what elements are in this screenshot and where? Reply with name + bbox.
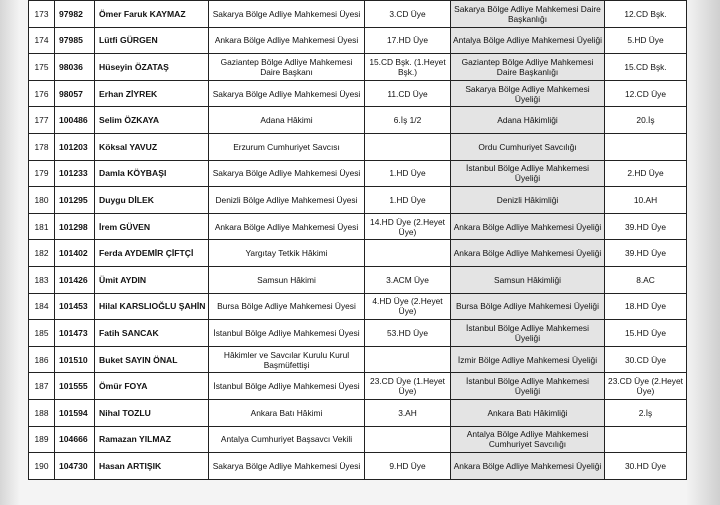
new-chamber: 39.HD Üye bbox=[605, 240, 687, 267]
registry-number: 101453 bbox=[55, 293, 95, 320]
surname: ÖZATAŞ bbox=[134, 61, 169, 72]
table-body bbox=[29, 1, 687, 480]
new-chamber: 18.HD Üye bbox=[605, 293, 687, 320]
registry-number: 101233 bbox=[55, 160, 95, 187]
surname: ÖZKAYA bbox=[124, 115, 160, 126]
person-name bbox=[95, 133, 209, 160]
first-name: Ramazan bbox=[99, 434, 137, 445]
first-name: Nihal bbox=[99, 407, 121, 418]
table-row bbox=[29, 213, 687, 240]
new-chamber: 15.CD Bşk. bbox=[605, 54, 687, 81]
surname: YAVUZ bbox=[129, 141, 158, 152]
previous-position: Erzurum Cumhuriyet Savcısı bbox=[209, 133, 365, 160]
new-position: Ankara Bölge Adliye Mahkemesi Üyeliği bbox=[451, 240, 605, 267]
person-name bbox=[95, 293, 209, 320]
row-number: 177 bbox=[29, 107, 55, 134]
previous-position: Yargıtay Tetkik Hâkimi bbox=[209, 240, 365, 267]
new-chamber: 2.İş bbox=[605, 399, 687, 426]
row-number: 178 bbox=[29, 133, 55, 160]
person-name bbox=[95, 54, 209, 81]
previous-chamber: 3.AH bbox=[365, 399, 451, 426]
row-number: 186 bbox=[29, 346, 55, 373]
new-position: İstanbul Bölge Adliye Mahkemesi Üyeliği bbox=[451, 373, 605, 400]
row-number: 187 bbox=[29, 373, 55, 400]
registry-number: 98057 bbox=[55, 80, 95, 107]
new-position: Sakarya Bölge Adliye Mahkemesi Üyeliği bbox=[451, 80, 605, 107]
person-name bbox=[95, 346, 209, 373]
surname: AYDIN bbox=[120, 274, 147, 285]
new-chamber: 30.HD Üye bbox=[605, 453, 687, 480]
person-name bbox=[95, 240, 209, 267]
registry-number: 101594 bbox=[55, 399, 95, 426]
new-chamber: 2.HD Üye bbox=[605, 160, 687, 187]
first-name: Hasan bbox=[99, 460, 125, 471]
previous-chamber: 11.CD Üye bbox=[365, 80, 451, 107]
new-chamber bbox=[605, 426, 687, 453]
previous-chamber: 3.CD Üye bbox=[365, 1, 451, 28]
person-name bbox=[95, 213, 209, 240]
surname: KÖYBAŞI bbox=[127, 168, 167, 179]
registry-number: 100486 bbox=[55, 107, 95, 134]
person-name bbox=[95, 160, 209, 187]
table-row bbox=[29, 54, 687, 81]
new-chamber: 39.HD Üye bbox=[605, 213, 687, 240]
previous-position: Denizli Bölge Adliye Mahkemesi Üyesi bbox=[209, 187, 365, 214]
new-chamber: 10.AH bbox=[605, 187, 687, 214]
first-name: Hüseyin bbox=[99, 61, 133, 72]
previous-chamber bbox=[365, 426, 451, 453]
new-chamber: 30.CD Üye bbox=[605, 346, 687, 373]
surname: TOZLU bbox=[122, 407, 151, 418]
previous-position: Bursa Bölge Adliye Mahkemesi Üyesi bbox=[209, 293, 365, 320]
new-position: Bursa Bölge Adliye Mahkemesi Üyeliği bbox=[451, 293, 605, 320]
row-number: 190 bbox=[29, 453, 55, 480]
new-position: Ordu Cumhuriyet Savcılığı bbox=[451, 133, 605, 160]
person-name bbox=[95, 373, 209, 400]
new-position: Adana Hâkimliği bbox=[451, 107, 605, 134]
surname: DİLEK bbox=[128, 194, 154, 205]
person-name bbox=[95, 107, 209, 134]
registry-number: 98036 bbox=[55, 54, 95, 81]
surname: ZİYREK bbox=[125, 88, 158, 99]
table-row bbox=[29, 107, 687, 134]
new-position: Antalya Bölge Adliye Mahkemesi Üyeliği bbox=[451, 27, 605, 54]
previous-chamber: 14.HD Üye (2.Heyet Üye) bbox=[365, 213, 451, 240]
surname: YILMAZ bbox=[138, 434, 171, 445]
row-number: 173 bbox=[29, 1, 55, 28]
previous-position: Sakarya Bölge Adliye Mahkemesi Üyesi bbox=[209, 453, 365, 480]
row-number: 189 bbox=[29, 426, 55, 453]
previous-chamber: 53.HD Üye bbox=[365, 320, 451, 347]
new-chamber: 23.CD Üye (2.Heyet Üye) bbox=[605, 373, 687, 400]
new-position: Antalya Bölge Adliye Mahkemesi Cumhuriyet Savcılığı bbox=[451, 426, 605, 453]
first-name: Erhan bbox=[99, 88, 124, 99]
registry-number: 101555 bbox=[55, 373, 95, 400]
table-row bbox=[29, 346, 687, 373]
row-number: 174 bbox=[29, 27, 55, 54]
row-number: 184 bbox=[29, 293, 55, 320]
surname: GÜVEN bbox=[119, 221, 151, 232]
registry-number: 101203 bbox=[55, 133, 95, 160]
previous-chamber: 17.HD Üye bbox=[365, 27, 451, 54]
previous-position: Samsun Hâkimi bbox=[209, 266, 365, 293]
new-chamber: 12.CD Bşk. bbox=[605, 1, 687, 28]
person-name bbox=[95, 320, 209, 347]
previous-chamber: 3.ACM Üye bbox=[365, 266, 451, 293]
previous-chamber: 15.CD Bşk. (1.Heyet Bşk.) bbox=[365, 54, 451, 81]
table-row bbox=[29, 320, 687, 347]
surname: ARTIŞIK bbox=[126, 460, 162, 471]
table-row bbox=[29, 399, 687, 426]
registry-number: 104666 bbox=[55, 426, 95, 453]
new-chamber: 5.HD Üye bbox=[605, 27, 687, 54]
new-position: Ankara Batı Hâkimliği bbox=[451, 399, 605, 426]
previous-position: Gaziantep Bölge Adliye Mahkemesi Daire Başkanı bbox=[209, 54, 365, 81]
previous-position: Sakarya Bölge Adliye Mahkemesi Üyesi bbox=[209, 1, 365, 28]
first-name: Köksal bbox=[99, 141, 128, 152]
new-chamber: 20.İş bbox=[605, 107, 687, 134]
first-name: Selim bbox=[99, 115, 122, 126]
new-chamber: 12.CD Üye bbox=[605, 80, 687, 107]
new-position: Ankara Bölge Adliye Mahkemesi Üyeliği bbox=[451, 213, 605, 240]
person-name bbox=[95, 27, 209, 54]
previous-position: Antalya Cumhuriyet Başsavcı Vekili bbox=[209, 426, 365, 453]
person-name bbox=[95, 80, 209, 107]
table-row bbox=[29, 80, 687, 107]
person-name bbox=[95, 266, 209, 293]
registry-number: 101298 bbox=[55, 213, 95, 240]
row-number: 175 bbox=[29, 54, 55, 81]
table-row bbox=[29, 27, 687, 54]
registry-number: 101426 bbox=[55, 266, 95, 293]
previous-position: Hâkimler ve Savcılar Kurulu Kurul Başmüfettişi bbox=[209, 346, 365, 373]
new-position: Gaziantep Bölge Adliye Mahkemesi Daire Başkanlığı bbox=[451, 54, 605, 81]
previous-position: İstanbul Bölge Adliye Mahkemesi Üyesi bbox=[209, 373, 365, 400]
previous-chamber: 9.HD Üye bbox=[365, 453, 451, 480]
table-row bbox=[29, 160, 687, 187]
person-name bbox=[95, 426, 209, 453]
first-name: Damla bbox=[99, 168, 125, 179]
new-position: Samsun Hâkimliği bbox=[451, 266, 605, 293]
previous-chamber: 23.CD Üye (1.Heyet Üye) bbox=[365, 373, 451, 400]
registry-number: 101402 bbox=[55, 240, 95, 267]
first-name: Ferda bbox=[99, 248, 123, 259]
previous-position: Ankara Batı Hâkimi bbox=[209, 399, 365, 426]
surname: KARSLIOĞLU ŞAHİN bbox=[119, 301, 206, 312]
row-number: 176 bbox=[29, 80, 55, 107]
previous-chamber: 1.HD Üye bbox=[365, 160, 451, 187]
table-row bbox=[29, 453, 687, 480]
appointment-table bbox=[28, 0, 687, 480]
table-row bbox=[29, 266, 687, 293]
new-position: İstanbul Bölge Adliye Mahkemesi Üyeliği bbox=[451, 160, 605, 187]
table-row bbox=[29, 373, 687, 400]
page-edge-shadow-right bbox=[686, 0, 720, 505]
previous-position: Adana Hâkimi bbox=[209, 107, 365, 134]
surname: AYDEMİR ÇİFTÇİ bbox=[124, 248, 194, 259]
registry-number: 104730 bbox=[55, 453, 95, 480]
first-name: Duygu bbox=[99, 194, 126, 205]
person-name bbox=[95, 453, 209, 480]
first-name: Buket bbox=[99, 354, 123, 365]
previous-chamber: 4.HD Üye (2.Heyet Üye) bbox=[365, 293, 451, 320]
table-row bbox=[29, 187, 687, 214]
previous-position: Sakarya Bölge Adliye Mahkemesi Üyesi bbox=[209, 160, 365, 187]
first-name: Ümit bbox=[99, 274, 119, 285]
first-name: Hilal bbox=[99, 301, 118, 312]
previous-position: Sakarya Bölge Adliye Mahkemesi Üyesi bbox=[209, 80, 365, 107]
new-position: Ankara Bölge Adliye Mahkemesi Üyeliği bbox=[451, 453, 605, 480]
new-chamber: 15.HD Üye bbox=[605, 320, 687, 347]
row-number: 182 bbox=[29, 240, 55, 267]
person-name bbox=[95, 399, 209, 426]
table-row bbox=[29, 133, 687, 160]
surname: SANCAK bbox=[121, 327, 159, 338]
person-name bbox=[95, 1, 209, 28]
registry-number: 101473 bbox=[55, 320, 95, 347]
row-number: 185 bbox=[29, 320, 55, 347]
surname: KAYMAZ bbox=[149, 8, 186, 19]
person-name bbox=[95, 187, 209, 214]
page-edge-shadow-left bbox=[0, 0, 20, 505]
previous-position: Ankara Bölge Adliye Mahkemesi Üyesi bbox=[209, 27, 365, 54]
new-chamber: 8.AC bbox=[605, 266, 687, 293]
surname: SAYIN ÖNAL bbox=[125, 354, 178, 365]
previous-chamber bbox=[365, 346, 451, 373]
first-name: Ömer Faruk bbox=[99, 8, 148, 19]
new-position: Sakarya Bölge Adliye Mahkemesi Daire Başkanlığı bbox=[451, 1, 605, 28]
surname: FOYA bbox=[124, 381, 148, 392]
previous-chamber bbox=[365, 133, 451, 160]
row-number: 180 bbox=[29, 187, 55, 214]
previous-chamber: 1.HD Üye bbox=[365, 187, 451, 214]
first-name: Lütfi bbox=[99, 35, 118, 46]
table-row bbox=[29, 1, 687, 28]
new-position: İzmir Bölge Adliye Mahkemesi Üyeliği bbox=[451, 346, 605, 373]
previous-position: İstanbul Bölge Adliye Mahkemesi Üyesi bbox=[209, 320, 365, 347]
new-chamber bbox=[605, 133, 687, 160]
new-position: Denizli Hâkimliği bbox=[451, 187, 605, 214]
row-number: 183 bbox=[29, 266, 55, 293]
registry-number: 101295 bbox=[55, 187, 95, 214]
table-row bbox=[29, 426, 687, 453]
previous-chamber: 6.İş 1/2 bbox=[365, 107, 451, 134]
previous-position: Ankara Bölge Adliye Mahkemesi Üyesi bbox=[209, 213, 365, 240]
table-row bbox=[29, 240, 687, 267]
registry-number: 97982 bbox=[55, 1, 95, 28]
row-number: 179 bbox=[29, 160, 55, 187]
table-row bbox=[29, 293, 687, 320]
registry-number: 101510 bbox=[55, 346, 95, 373]
surname: GÜRGEN bbox=[120, 35, 158, 46]
first-name: Fatih bbox=[99, 327, 120, 338]
row-number: 188 bbox=[29, 399, 55, 426]
previous-chamber bbox=[365, 240, 451, 267]
first-name: Ömür bbox=[99, 381, 122, 392]
row-number: 181 bbox=[29, 213, 55, 240]
registry-number: 97985 bbox=[55, 27, 95, 54]
first-name: İrem bbox=[99, 221, 118, 232]
new-position: İstanbul Bölge Adliye Mahkemesi Üyeliği bbox=[451, 320, 605, 347]
